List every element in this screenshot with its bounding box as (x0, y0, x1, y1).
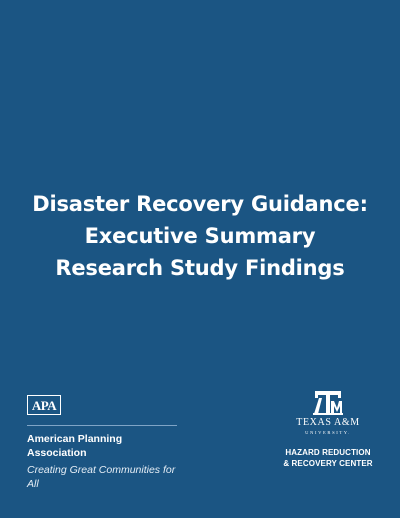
apa-name: American Planning Association (27, 433, 123, 459)
tamu-university: UNIVERSITY. (305, 430, 351, 435)
apa-divider (27, 425, 177, 426)
apa-branding (27, 395, 179, 491)
hrrc-name-line-1: HAZARD REDUCTION (285, 448, 371, 457)
apa-logo: APA (27, 395, 61, 415)
cover-title (0, 188, 400, 284)
title-line-3: Research Study Findings (55, 256, 345, 280)
apa-tagline: Creating Great Communities for All (27, 464, 176, 490)
title-line-1: Disaster Recovery Guidance: (32, 192, 368, 216)
hrrc-name-line-2: & RECOVERY CENTER (283, 459, 373, 468)
title-line-2: Executive Summary (84, 224, 316, 248)
atm-logo-icon (313, 390, 343, 416)
tamu-branding (276, 390, 380, 469)
tamu-wordmark: TEXAS A&M (296, 417, 360, 428)
